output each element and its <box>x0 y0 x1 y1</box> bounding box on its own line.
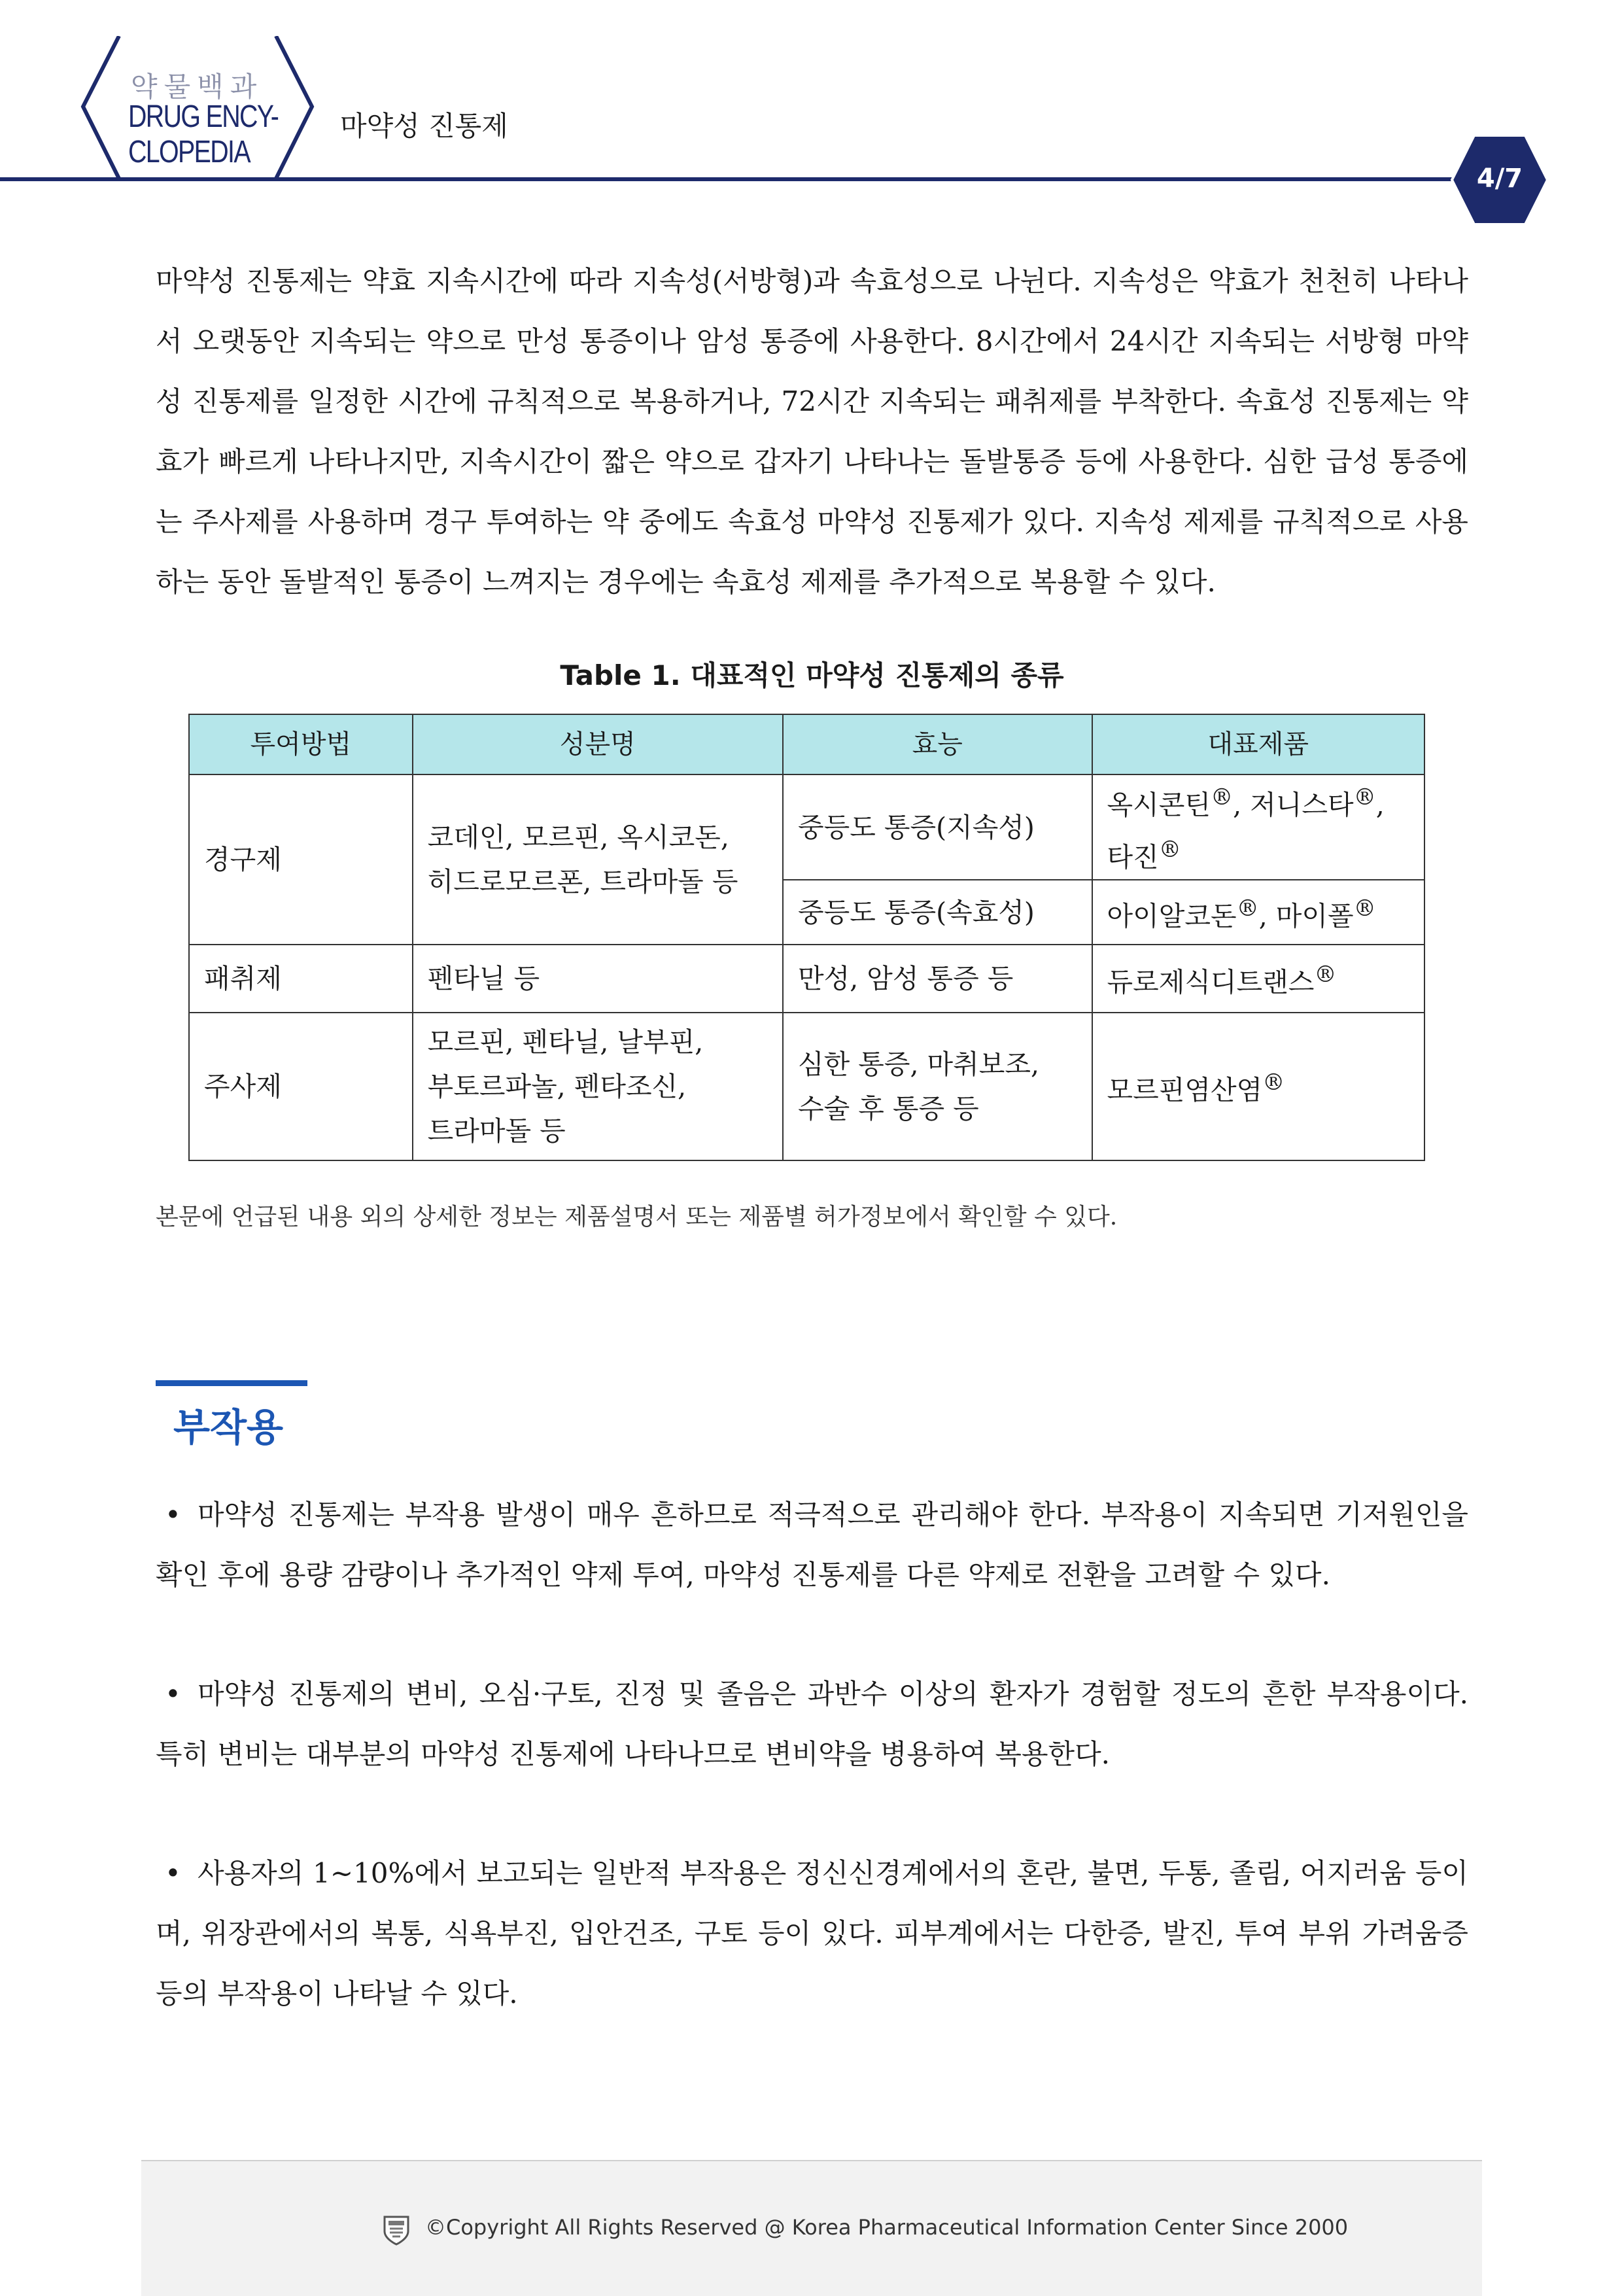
method-cell: 경구제 <box>189 774 413 945</box>
column-header: 투여방법 <box>189 714 413 774</box>
product-cell <box>1092 945 1424 1013</box>
effect-cell <box>783 1013 1092 1160</box>
bullet-marker: • <box>165 1499 181 1531</box>
bullet-paragraph <box>156 1843 1468 2024</box>
effect-cell: 중등도 통증(속효성) <box>783 880 1092 945</box>
method-cell: 패취제 <box>189 945 413 1013</box>
product-cell <box>1092 774 1424 880</box>
product-cell <box>1092 1013 1424 1160</box>
shield-crest-icon <box>382 2214 411 2246</box>
effect-cell: 중등도 통증(지속성) <box>783 774 1092 880</box>
logo-en-line: DRUG ENCY- <box>128 99 279 134</box>
ingredients-line: 트라마돌 등 <box>427 1115 566 1147</box>
registered-mark: ® <box>1353 895 1376 922</box>
column-header: 대표제품 <box>1092 714 1424 774</box>
registered-mark: ® <box>1262 1070 1285 1096</box>
bullet-marker: • <box>165 1857 181 1889</box>
bullet-marker: • <box>165 1678 181 1710</box>
separator: , <box>1375 789 1385 821</box>
table-note: 본문에 언급된 내용 외의 상세한 정보는 제품설명서 또는 제품별 허가정보에서 확인할 수 있다. <box>156 1204 1118 1230</box>
registered-mark: ® <box>1236 895 1259 922</box>
copyright-text: ©Copyright All Rights Reserved @ Korea Pharmaceutical Information Center Since 2000 <box>425 2215 1349 2240</box>
table-row <box>189 1013 1424 1160</box>
product-cell <box>1092 880 1424 945</box>
product-name: , 마이폴 <box>1258 900 1354 932</box>
product-name: 듀로제식디트랜스 <box>1107 967 1315 999</box>
registered-mark: ® <box>1353 784 1376 810</box>
intro-paragraph: 마약성 진통제는 약효 지속시간에 따라 지속성(서방형)과 속효성으로 나뉜다. 지속성은 약효가 천천히 나타나서 오랫동안 지속되는 약으로 만성 통증이나 암성 통증에 사용한다. 8시간에서 24시간 지속되는 서방형 마약성 진통제를 일정한 시간에 규칙적으로 복용하거나, 72시간 지속되는 패취제를 부착한다. 속효성 진통제는 약효가 빠르게 나타나지만, 지속시간이 짧은 약으로 갑자기 나타나는 돌발통증 등에 사용한다. 심한 급성 통증에는 주사제를 사용하며 경구 투여하는 약 중에도 속효성 마약성 진통제가 있다. 지속성 제제를 규칙적으로 사용하는 동안 돌발적인 통증이 느껴지는 경우에는 속효성 제제를 추가적으로 복용할 수 있다. <box>156 265 1468 598</box>
section-accent-bar <box>156 1380 307 1386</box>
method-cell: 주사제 <box>189 1013 413 1160</box>
ingredients-cell <box>413 774 783 945</box>
table-header-row <box>189 714 1424 774</box>
bullet-paragraph <box>156 1664 1468 1784</box>
registered-mark: ® <box>1210 784 1234 810</box>
product-name: , 저니스타 <box>1233 789 1354 821</box>
registered-mark: ® <box>1158 836 1181 863</box>
bullet-paragraph <box>156 1485 1468 1605</box>
product-name: 옥시콘틴 <box>1107 789 1211 821</box>
column-header: 효능 <box>783 714 1092 774</box>
page-number: 4/7 <box>1476 164 1523 194</box>
product-name: 타진 <box>1107 841 1159 873</box>
product-name: 아이알코돈 <box>1107 900 1237 932</box>
bullet-text: 마약성 진통제는 부작용 발생이 매우 흔하므로 적극적으로 관리해야 한다. 부작용이 지속되면 기저원인을 확인 후에 용량 감량이나 추가적인 약제 투여, 마약성 진통제를 다른 약제로 전환을 고려할 수 있다. <box>156 1499 1468 1591</box>
bullet-text: 마약성 진통제의 변비, 오심·구토, 진정 및 졸음은 과반수 이상의 환자가 경험할 정도의 흔한 부작용이다. 특히 변비는 대부분의 마약성 진통제에 나타나므로 변비약을 병용하여 복용한다. <box>156 1678 1468 1770</box>
registered-mark: ® <box>1314 962 1337 988</box>
product-name: 모르핀염산염 <box>1107 1075 1263 1107</box>
drug-types-table <box>188 714 1425 1161</box>
logo-korean: 약물백과 <box>131 71 264 103</box>
section-title: 부작용 <box>173 1405 284 1450</box>
ingredients-line: 모르핀, 펜타닐, 날부핀, <box>427 1026 704 1058</box>
column-header: 성분명 <box>413 714 783 774</box>
product-line <box>1107 827 1409 880</box>
ingredients-cell <box>413 1013 783 1160</box>
ingredients-line: 부토르파놀, 펜타조신, <box>427 1071 687 1103</box>
ingredients-cell: 펜타닐 등 <box>413 945 783 1013</box>
effect-line: 수술 후 통증 등 <box>798 1093 979 1125</box>
ingredients-line: 코데인, 모르핀, 옥시코돈, <box>427 822 729 854</box>
document-title: 마약성 진통제 <box>340 110 508 142</box>
table-title: Table 1. 대표적인 마약성 진통제의 종류 <box>560 659 1064 691</box>
logo-en-line: CLOPEDIA <box>128 135 250 169</box>
bullet-text: 사용자의 1~10%에서 보고되는 일반적 부작용은 정신신경계에서의 혼란, 불면, 두통, 졸림, 어지러움 등이며, 위장관에서의 복통, 식욕부진, 입안건조, 구토 등이 있다. 피부계에서는 다한증, 발진, 투여 부위 가려움증 등의 부작용이 나타날 수 있다. <box>156 1857 1468 2009</box>
effect-line: 심한 통증, 마취보조, <box>798 1049 1040 1081</box>
product-line <box>1107 775 1409 827</box>
table-row <box>189 945 1424 1013</box>
table-row <box>189 774 1424 880</box>
ingredients-line: 히드로모르폰, 트라마돌 등 <box>427 866 738 898</box>
logo-english <box>128 99 278 170</box>
effect-cell: 만성, 암성 통증 등 <box>783 945 1092 1013</box>
